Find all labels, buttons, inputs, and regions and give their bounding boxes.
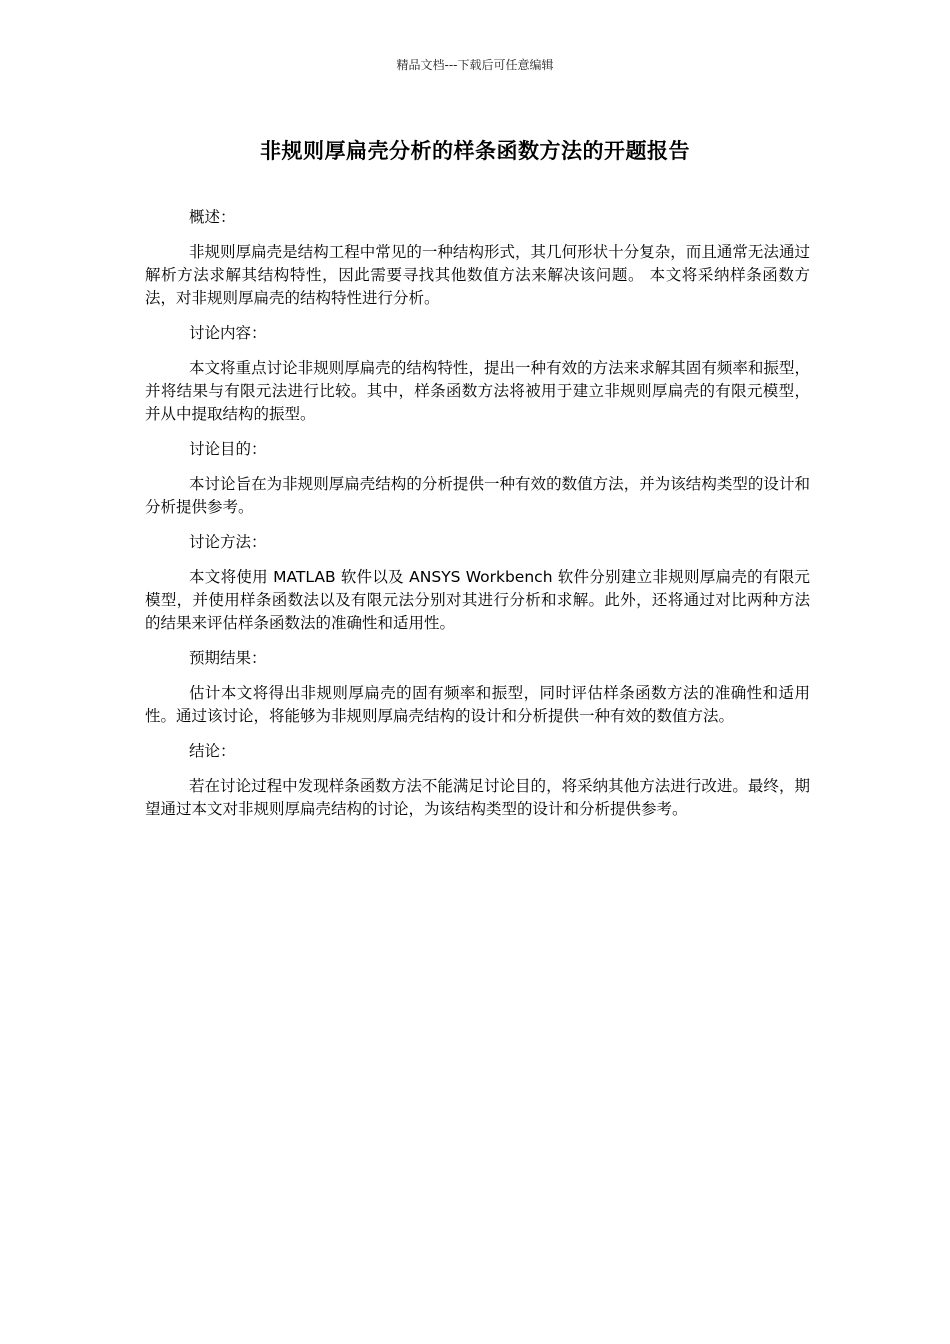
section-text-conclusion: 若在讨论过程中发现样条函数方法不能满足讨论目的，将采纳其他方法进行改进。最终，期望通过本文对非规则厚扁壳结构的讨论，为该结构类型的设计和分析提供参考。 <box>145 777 810 818</box>
section-heading-conclusion: 结论： <box>189 742 236 760</box>
section-text-content: 本文将重点讨论非规则厚扁壳的结构特性，提出一种有效的方法来求解其固有频率和振型，并将结果与有限元法进行比较。其中，样条函数方法将被用于建立非规则厚扁壳的有限元模型，并从中提取结构的振型。 <box>145 359 810 423</box>
section-text-overview: 非规则厚扁壳是结构工程中常见的一种结构形式，其几何形状十分复杂，而且通常无法通过解析方法求解其结构特性，因此需要寻找其他数值方法来解决该问题。 本文将采纳样条函数方法，对非规则厚扁壳的结构特性进行分析。 <box>145 243 810 307</box>
section-heading-method: 讨论方法： <box>189 533 267 551</box>
section-heading-purpose: 讨论目的： <box>189 440 267 458</box>
document-title: 非规则厚扁壳分析的样条函数方法的开题报告 <box>260 139 690 163</box>
section-heading-content: 讨论内容： <box>189 324 267 342</box>
header-note: 精品文档---下载后可任意编辑 <box>396 58 554 72</box>
section-text-purpose: 本讨论旨在为非规则厚扁壳结构的分析提供一种有效的数值方法，并为该结构类型的设计和分析提供参考。 <box>145 475 810 516</box>
section-heading-overview: 概述： <box>189 208 236 226</box>
document-body <box>145 206 810 833</box>
section-text-expected-results: 估计本文将得出非规则厚扁壳的固有频率和振型，同时评估样条函数方法的准确性和适用性。通过该讨论，将能够为非规则厚扁壳结构的设计和分析提供一种有效的数值方法。 <box>145 684 810 725</box>
section-text-method: 本文将使用 MATLAB 软件以及 ANSYS Workbench 软件分别建立非规则厚扁壳的有限元模型，并使用样条函数法以及有限元法分别对其进行分析和求解。此外，还将通过对比两种方法的结果来评估样条函数法的准确性和适用性。 <box>145 568 810 632</box>
section-heading-expected-results: 预期结果： <box>189 649 267 667</box>
